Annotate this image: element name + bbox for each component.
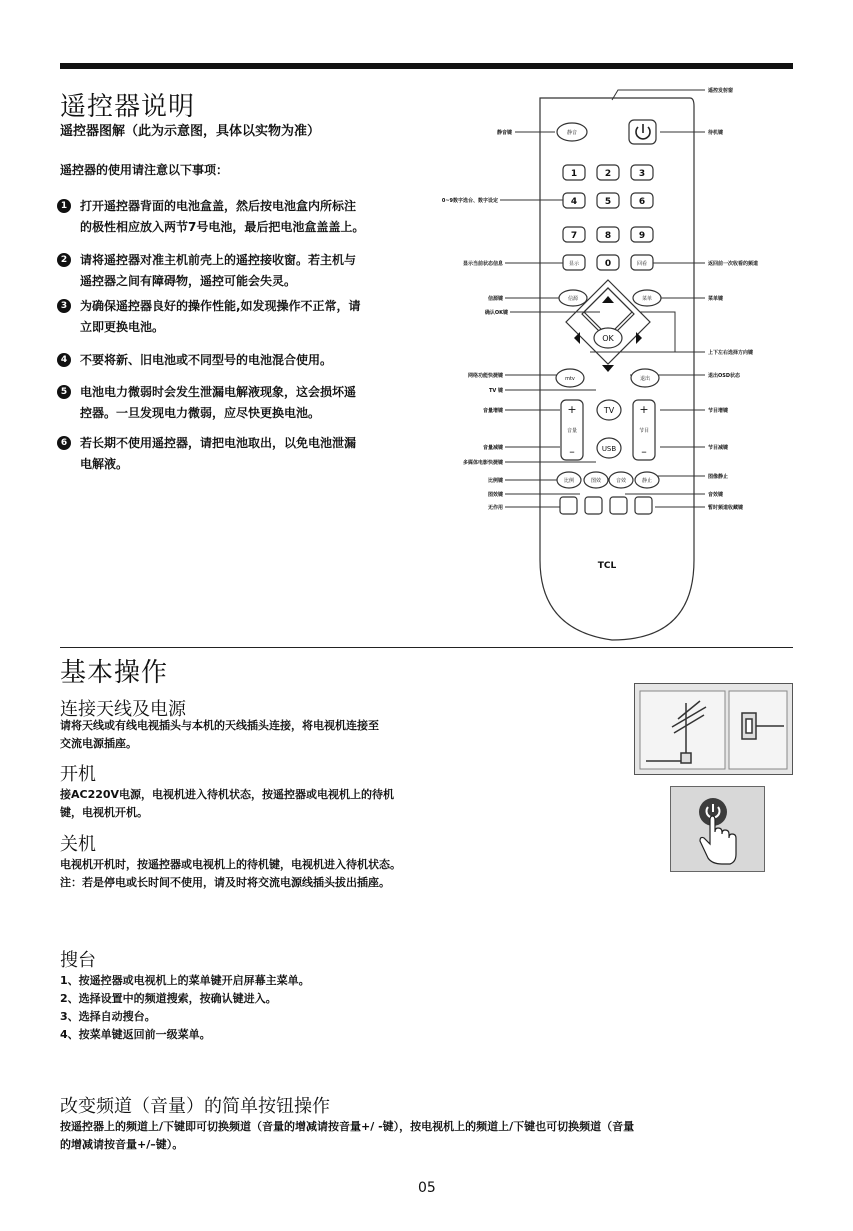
svg-text:4: 4	[570, 197, 578, 207]
search-step-4: 4、按菜单键返回前一级菜单。	[60, 1028, 211, 1041]
svg-text:菜单: 菜单	[641, 296, 653, 302]
svg-text:0: 0	[604, 259, 612, 269]
svg-text:返回前一次收看的频道: 返回前一次收看的频道	[708, 261, 759, 267]
svg-text:节目减键: 节目减键	[708, 445, 729, 451]
svg-text:音量增键: 音量增键	[482, 408, 503, 414]
svg-text:TV: TV	[603, 406, 615, 415]
page-number: 05	[418, 1180, 436, 1196]
labels-left	[442, 129, 512, 511]
svg-text:确认OK键: 确认OK键	[484, 310, 508, 316]
note-bullet: 5	[57, 385, 71, 399]
svg-text:–: –	[569, 445, 575, 458]
power-on-title: 开机	[60, 764, 96, 785]
svg-text:网络功能快捷键: 网络功能快捷键	[467, 373, 503, 379]
color-button-2	[585, 497, 602, 514]
svg-text:0~9数字选台、数字设定: 0~9数字选台、数字设定	[441, 198, 498, 204]
section-title-basic: 基本操作	[60, 658, 169, 688]
svg-text:信源键: 信源键	[487, 296, 503, 302]
search-step-2: 2、选择设置中的频道搜索，按确认键进入。	[60, 992, 277, 1005]
section-title-remote: 遥控器说明	[60, 92, 196, 122]
note-5-line2: 控器。一旦发现电力微弱，应尽快更换电池。	[80, 406, 321, 420]
svg-text:1: 1	[570, 169, 578, 179]
search-title: 搜台	[60, 950, 96, 971]
antenna-line1: 请将天线或有线电视插头与本机的天线插头连接，将电视机连接至	[60, 719, 379, 732]
svg-text:2: 2	[604, 169, 612, 179]
svg-text:暂时频道收藏键: 暂时频道收藏键	[708, 505, 744, 511]
svg-text:退出: 退出	[639, 376, 651, 382]
svg-text:6: 6	[638, 197, 646, 207]
svg-text:音效键: 音效键	[708, 492, 724, 498]
power-on-line1: 接AC220V电源，电视机进入待机状态，按遥控器或电视机上的待机	[60, 788, 395, 801]
change-line1: 按遥控器上的频道上/下键即可切换频道（音量的增减请按音量+/ -键），按电视机上的频道上/下键也可切换频道（音量	[60, 1120, 635, 1133]
svg-text:静音键: 静音键	[496, 130, 512, 136]
power-off-title: 关机	[60, 834, 96, 855]
labels-right	[708, 87, 758, 511]
svg-text:音效: 音效	[615, 478, 627, 484]
remote-subtitle: 遥控器图解（此为示意图，具体以实物为准）	[60, 124, 321, 139]
svg-text:mtv: mtv	[565, 376, 575, 382]
svg-text:3: 3	[638, 169, 646, 179]
note-6-line1: 若长期不使用遥控器，请把电池取出，以免电池泄漏	[80, 436, 357, 450]
power-on-line2: 键，电视机开机。	[60, 806, 148, 819]
svg-text:无作用: 无作用	[487, 505, 503, 511]
svg-text:+: +	[639, 403, 649, 416]
note-bullet: 6	[57, 436, 71, 450]
section-divider	[60, 647, 793, 648]
svg-text:信源: 信源	[567, 296, 579, 302]
svg-text:显示: 显示	[568, 261, 580, 267]
svg-text:节目增键: 节目增键	[708, 408, 729, 414]
svg-text:+: +	[567, 403, 577, 416]
brand-logo: TCL	[597, 561, 617, 571]
note-4-line1: 不要将新、旧电池或不同型号的电池混合使用。	[80, 353, 333, 367]
remote-diagram	[420, 80, 800, 650]
note-bullet: 3	[57, 299, 71, 313]
svg-text:退出OSD状态: 退出OSD状态	[708, 373, 741, 379]
svg-text:多媒体电影快捷键: 多媒体电影快捷键	[462, 460, 503, 466]
svg-text:比例键: 比例键	[487, 478, 503, 484]
svg-text:USB: USB	[601, 445, 617, 453]
svg-text:–: –	[641, 445, 647, 458]
note-3-line2: 立即更换电池。	[80, 320, 165, 334]
svg-text:菜单键: 菜单键	[708, 296, 724, 302]
svg-text:8: 8	[604, 231, 612, 241]
note-3-line1: 为确保遥控器良好的操作性能,如发现操作不正常，请	[80, 299, 361, 313]
note-bullet: 1	[57, 199, 71, 213]
power-off-line2: 注：若是停电或长时间不使用，请及时将交流电源线插头拔出插座。	[60, 876, 390, 889]
svg-text:图效: 图效	[590, 478, 602, 484]
note-5-line1: 电池电力微弱时会发生泄漏电解液现象，这会损坏遥	[80, 385, 357, 399]
top-rule	[60, 63, 793, 69]
notes-heading: 遥控器的使用请注意以下事项：	[60, 163, 229, 177]
svg-text:图像静止: 图像静止	[708, 474, 729, 480]
svg-text:音量减键: 音量减键	[482, 445, 503, 451]
svg-text:遥控发射窗: 遥控发射窗	[708, 88, 734, 94]
svg-text:OK: OK	[602, 334, 614, 343]
antenna-line2: 交流电源插座。	[60, 737, 137, 750]
svg-text:回看: 回看	[636, 261, 648, 267]
power-off-line1: 电视机开机时，按遥控器或电视机上的待机键，电视机进入待机状态。	[60, 858, 401, 871]
color-button-1	[560, 497, 577, 514]
svg-text:上下左右选择方向键: 上下左右选择方向键	[708, 350, 754, 356]
note-2-line2: 遥控器之间有障碍物，遥控可能会失灵。	[80, 274, 297, 288]
search-step-1: 1、按遥控器或电视机上的菜单键开启屏幕主菜单。	[60, 974, 310, 987]
svg-text:TV 键: TV 键	[488, 388, 503, 394]
note-1-line2: 的极性相应放入两节7号电池，最后把电池盒盖盖上。	[80, 220, 365, 234]
svg-text:7: 7	[570, 231, 578, 241]
svg-text:图效键: 图效键	[487, 492, 503, 498]
color-button-3	[610, 497, 627, 514]
svg-text:比例: 比例	[563, 478, 575, 484]
svg-text:静音: 静音	[566, 130, 578, 136]
svg-text:显示当前状态信息: 显示当前状态信息	[462, 261, 503, 267]
note-6-line2: 电解液。	[80, 457, 129, 471]
svg-text:待机键: 待机键	[708, 130, 724, 136]
note-2-line1: 请将遥控器对准主机前壳上的遥控接收窗。若主机与	[80, 253, 357, 267]
change-title: 改变频道（音量）的简单按钮操作	[60, 1096, 330, 1117]
svg-text:5: 5	[604, 197, 612, 207]
svg-text:静止: 静止	[641, 478, 653, 484]
note-bullet: 4	[57, 353, 71, 367]
power-press-illustration	[670, 786, 765, 872]
svg-text:节目: 节目	[638, 428, 650, 434]
svg-text:音量: 音量	[566, 428, 578, 434]
svg-text:9: 9	[638, 231, 646, 241]
note-1-line1: 打开遥控器背面的电池盒盖，然后按电池盒内所标注	[80, 199, 357, 213]
antenna-socket-illustration	[634, 683, 793, 775]
note-bullet: 2	[57, 253, 71, 267]
color-button-4	[635, 497, 652, 514]
antenna-title: 连接天线及电源	[60, 699, 186, 720]
change-line2: 的增减请按音量+/–键）。	[60, 1138, 184, 1151]
search-step-3: 3、选择自动搜台。	[60, 1010, 156, 1023]
